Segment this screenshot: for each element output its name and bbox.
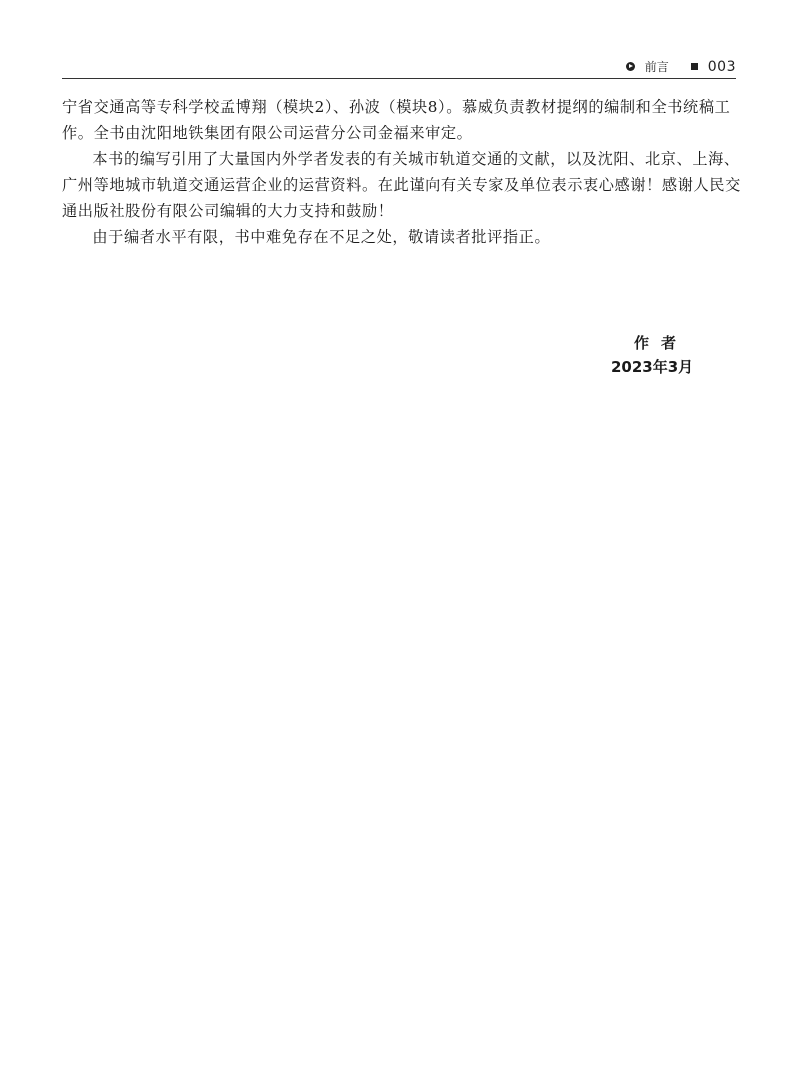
paragraph-acknowledgements: 本书的编写引用了大量国内外学者发表的有关城市轨道交通的文献，以及沈阳、北京、上海、广州等地城市轨道交通运营企业的运营资料。在此谨向有关专家及单位表示衷心感谢！感谢人民交通出版社股份有限公司编辑的大力支持和鼓励！ — [62, 150, 741, 220]
paragraph-disclaimer: 由于编者水平有限，书中难免存在不足之处，敬请读者批评指正。 — [92, 228, 551, 246]
circle-arrow-icon — [626, 62, 635, 71]
signature-date: 2023年3月 — [611, 358, 694, 376]
page-header — [62, 56, 736, 79]
signature-author: 作者 — [634, 334, 689, 352]
page-body — [62, 94, 742, 250]
paragraph-continued: 宁省交通高等专科学校孟博翔（模块2）、孙波（模块8）。慕威负责教材提纲的编制和全书统稿工作。全书由沈阳地铁集团有限公司运营分公司金福来审定。 — [62, 98, 731, 142]
header-right — [626, 58, 736, 75]
section-title: 前言 — [644, 60, 669, 74]
square-bullet-icon — [691, 63, 698, 70]
page-number: 003 — [707, 58, 736, 75]
